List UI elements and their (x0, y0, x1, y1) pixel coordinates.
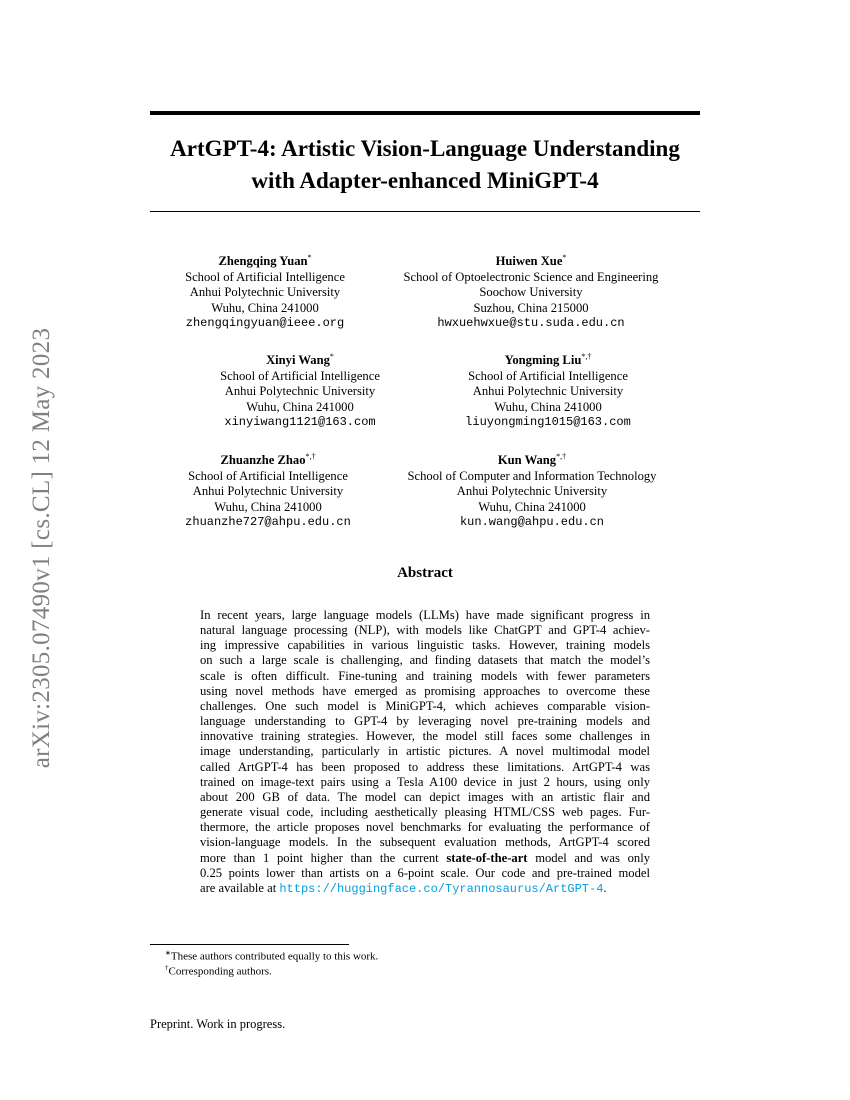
author-name (465, 349, 631, 369)
author-mark: * (329, 352, 334, 361)
author-name-text: Zhengqing Yuan (218, 254, 308, 269)
bold-term: state-of-the-art (446, 850, 528, 865)
author-name-text: Yongming Liu (504, 353, 582, 368)
footnote-text: These authors contributed equally to this work. (170, 950, 379, 963)
author-name-text: Kun Wang (497, 453, 557, 468)
author-mark: * (307, 253, 312, 262)
author-mark: *,† (305, 452, 316, 461)
author-affiliation: Anhui Polytechnic University (189, 285, 341, 300)
abstract-line (200, 851, 650, 866)
author-block (404, 250, 659, 332)
author-mark: *,† (556, 452, 567, 461)
author-block (185, 449, 351, 531)
author-affiliation: Wuhu, China 241000 (214, 499, 322, 514)
abstract-line: called ArtGPT-4 has been proposed to address these limitations. ArtGPT-4 was (200, 759, 650, 774)
abstract-line: about 200 GB of data. The model can depict images with an artistic flair and (200, 789, 650, 804)
footnote (165, 949, 378, 963)
text: model and was only (527, 850, 650, 865)
author-email[interactable]: zhuanzhe727@ahpu.edu.cn (185, 515, 351, 530)
footnote-mark: † (165, 964, 169, 972)
author-affiliation: Anhui Polytechnic University (456, 484, 608, 499)
author-affiliation: Anhui Polytechnic University (472, 384, 624, 399)
abstract-line: vision-language models. In the subsequent evaluation methods, ArtGPT-4 scored (200, 835, 650, 850)
abstract-line: 0.25 points lower than artists on a 6-point scale. Our code and pre-trained model (200, 865, 650, 880)
abstract-line: language understanding to GPT-4 by leveraging novel pre-training models and (200, 714, 650, 729)
abstract-line: using novel methods have emerged as promising approaches to overcome these (200, 683, 650, 698)
title-line: with Adapter-enhanced MiniGPT-4 (251, 168, 599, 193)
author-affiliation: Soochow University (479, 285, 583, 300)
author-email[interactable]: zhengqingyuan@ieee.org (185, 316, 345, 331)
author-affiliation: Anhui Polytechnic University (224, 384, 376, 399)
author-affiliation: Wuhu, China 241000 (494, 399, 602, 414)
author-affiliation: Wuhu, China 241000 (246, 399, 354, 414)
author-name-text: Xinyi Wang (266, 353, 330, 368)
author-name (404, 250, 659, 270)
abstract-line: In recent years, large language models (LLMs) have made significant progress in (200, 608, 650, 622)
author-email[interactable]: kun.wang@ahpu.edu.cn (459, 515, 605, 530)
author-affiliation: School of Artificial Intelligence (220, 368, 380, 383)
author-affiliation: Suzhou, China 215000 (473, 300, 589, 315)
arxiv-identifier: arXiv:2305.07490v1 [cs.CL] 12 May 2023 (28, 327, 55, 769)
author-email[interactable]: liuyongming1015@163.com (465, 415, 631, 430)
author-affiliation: School of Artificial Intelligence (188, 468, 348, 483)
text: . (603, 880, 607, 895)
author-name-text: Huiwen Xue (495, 254, 563, 269)
text: are available at (200, 880, 280, 895)
footnote-mark: ∗ (165, 949, 171, 957)
author-affiliation: Wuhu, China 241000 (211, 300, 319, 315)
author-name-text: Zhuanzhe Zhao (220, 453, 306, 468)
author-block (465, 349, 631, 431)
abstract-line: innovative training strategies. However, the model still faces some challenges in (200, 729, 650, 744)
code-link[interactable]: https://huggingface.co/Tyrannosaurus/ArtGPT-4 (279, 881, 604, 896)
author-email[interactable]: xinyiwang1121@163.com (224, 415, 376, 430)
author-name (185, 449, 351, 469)
abstract-body (200, 608, 650, 896)
abstract-line: on such a large scale is challenging, and finding datasets that match the model’s (200, 653, 650, 668)
abstract-line: ing impressive capabilities in various linguistic tasks. However, training models (200, 638, 650, 653)
author-block (408, 449, 657, 531)
paper-title (120, 133, 730, 197)
abstract-line: trained on image-text pairs using a Tesla A100 device in just 2 hours, using only (200, 774, 650, 789)
author-mark: *,† (581, 352, 592, 361)
abstract-heading: Abstract (397, 565, 453, 581)
abstract-line: scale is often difficult. Fine-tuning and training models with fewer parameters (200, 668, 650, 683)
author-block (220, 349, 380, 431)
author-block (185, 250, 345, 332)
author-name (185, 250, 345, 270)
title-top-rule (150, 111, 700, 115)
author-name (220, 349, 380, 369)
title-bottom-rule (150, 211, 700, 212)
author-affiliation: School of Optoelectronic Science and Engineering (403, 269, 659, 284)
author-affiliation: Anhui Polytechnic University (192, 484, 344, 499)
abstract-line: natural language processing (NLP), with models like ChatGPT and GPT-4 achiev- (200, 623, 650, 638)
abstract-line: thermore, the article proposes novel benchmarks for evaluating the performance of (200, 820, 650, 835)
author-affiliation: School of Computer and Information Technology (407, 468, 657, 483)
author-affiliation: School of Artificial Intelligence (185, 269, 345, 284)
abstract-line (200, 881, 650, 896)
footnote-text: Corresponding authors. (168, 965, 272, 978)
author-mark: * (562, 253, 567, 262)
abstract-line: generate visual code, including aesthetically pleasing HTML/CSS web pages. Fur- (200, 805, 650, 820)
author-affiliation: School of Artificial Intelligence (468, 368, 628, 383)
author-affiliation: Wuhu, China 241000 (478, 499, 586, 514)
title-line: ArtGPT-4: Artistic Vision-Language Understanding (170, 136, 680, 161)
footnote-rule (150, 944, 349, 945)
text: more than 1 point higher than the current (200, 850, 447, 865)
author-name (408, 449, 657, 469)
author-email[interactable]: hwxuehwxue@stu.suda.edu.cn (437, 316, 625, 331)
abstract-line: image understanding, particularly in artistic pictures. A novel multimodal model (200, 744, 650, 759)
abstract-line: challenges. One such model is MiniGPT-4, which achieves comparable vision- (200, 698, 650, 713)
footnote (165, 964, 272, 978)
preprint-note: Preprint. Work in progress. (150, 1017, 286, 1031)
